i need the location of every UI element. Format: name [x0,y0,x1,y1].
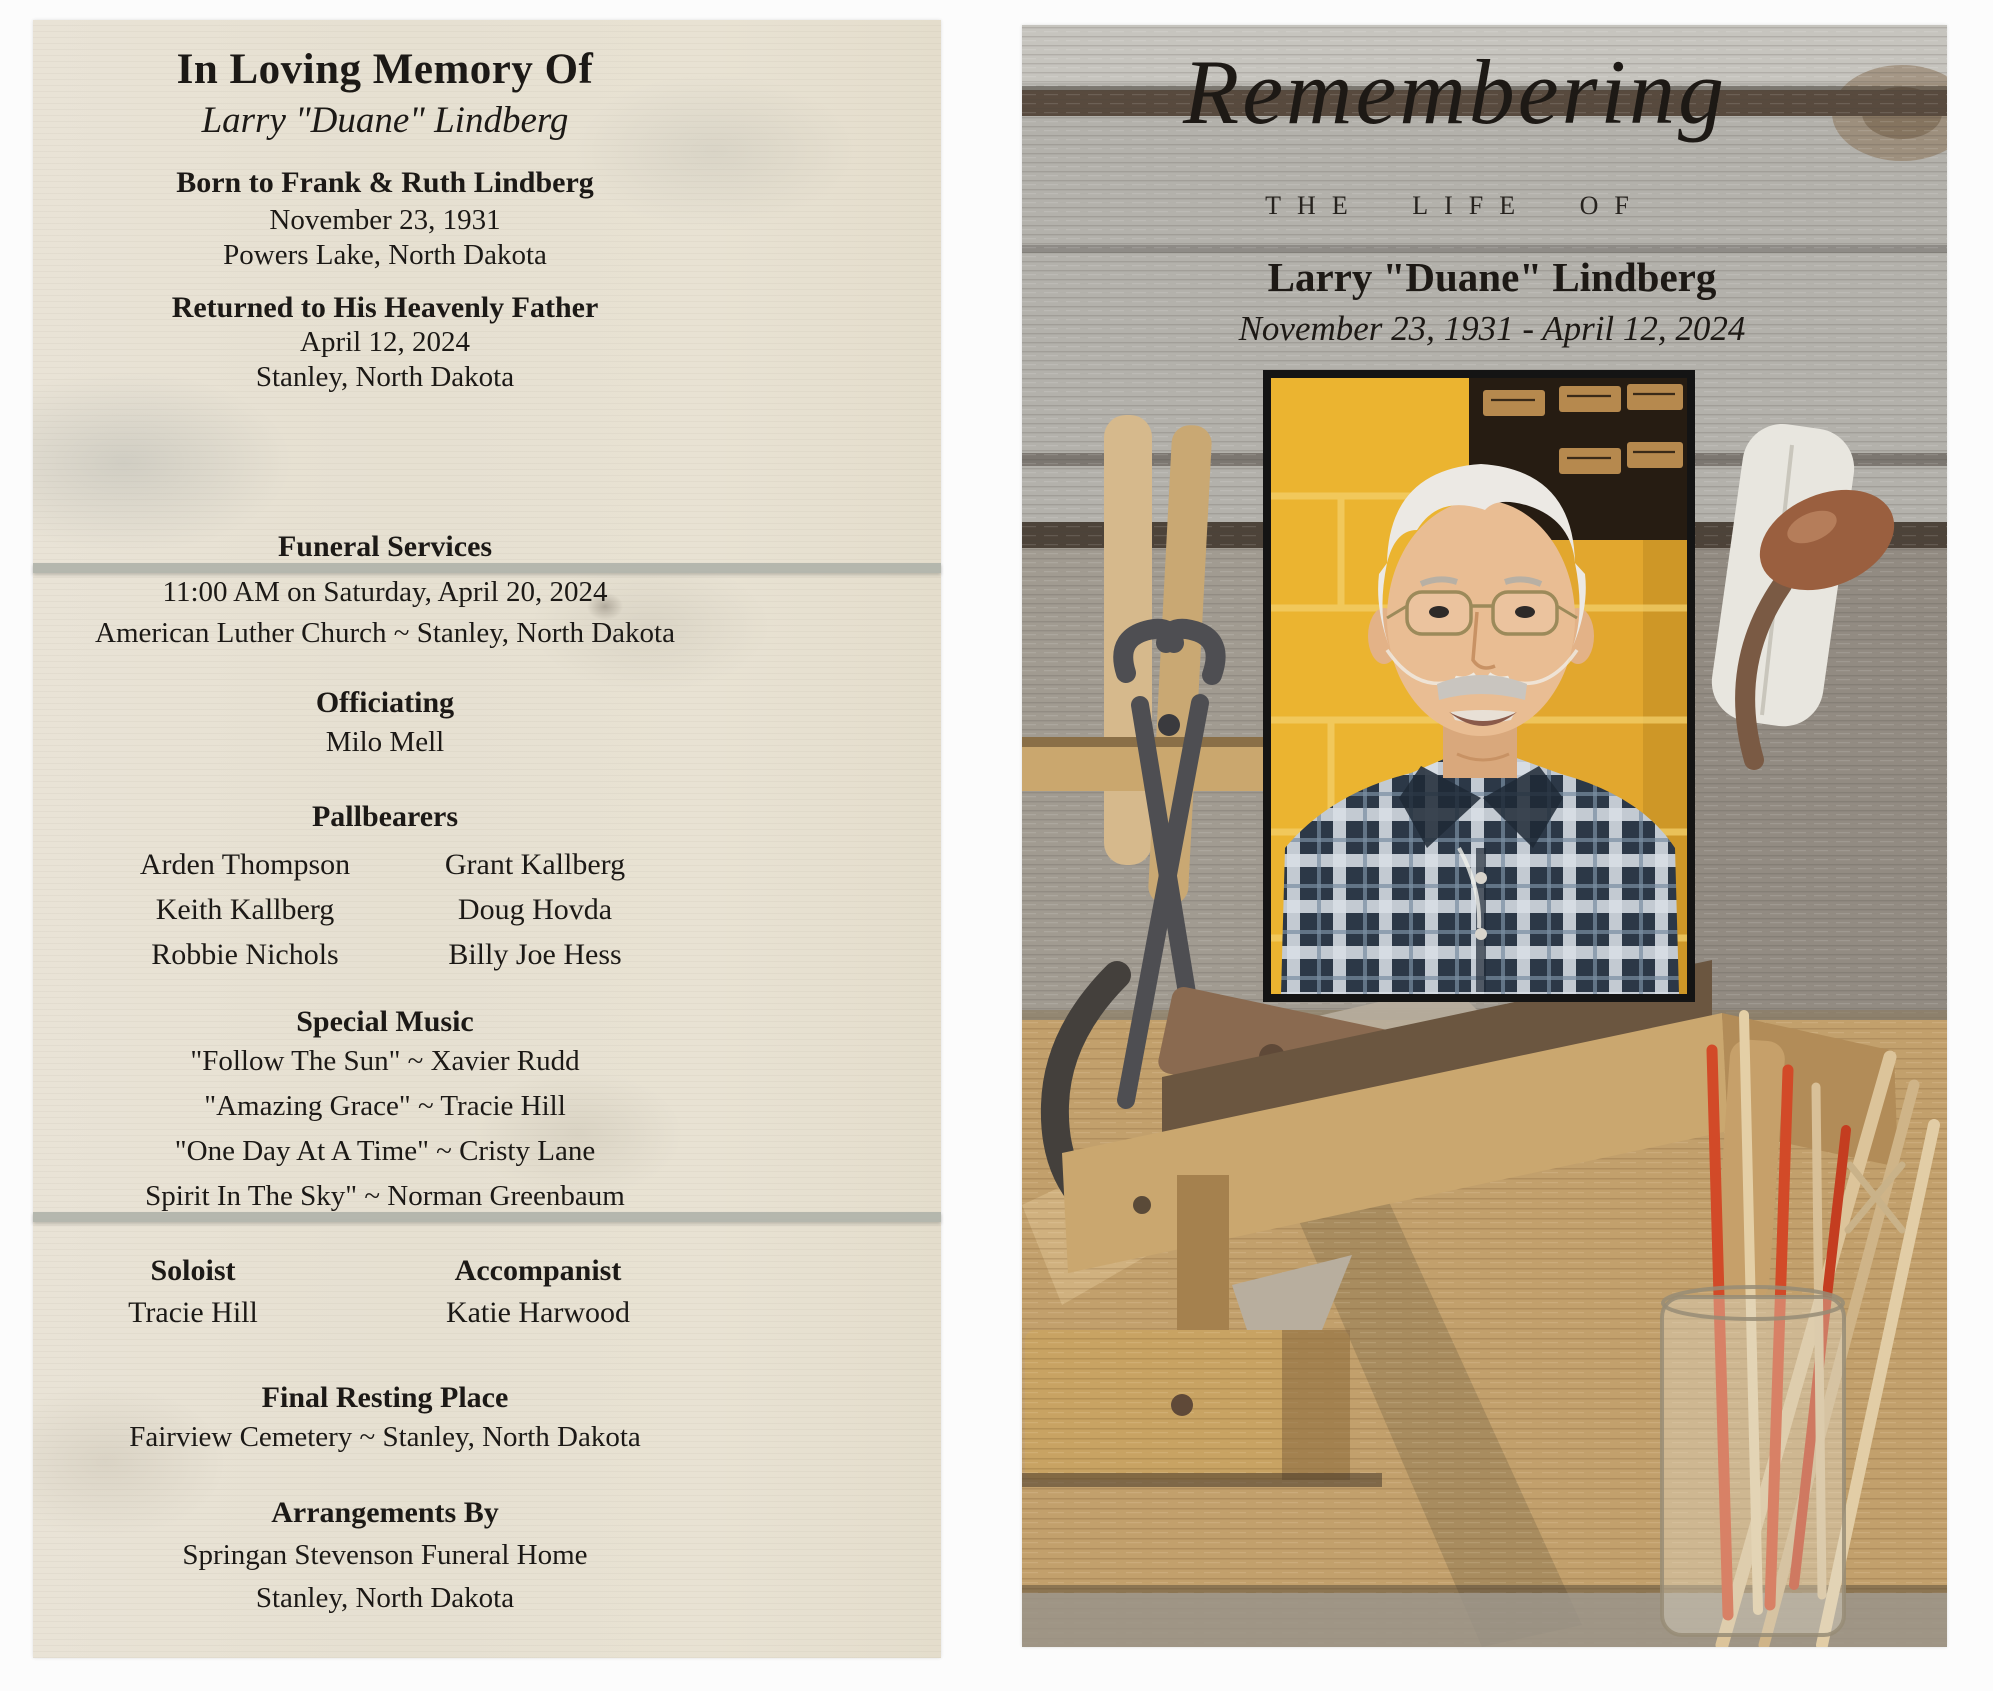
program-inside-page [33,20,941,1658]
officiating-name: Milo Mell [325,726,445,758]
deceased-name: Larry "Duane" Lindberg [201,100,569,141]
special-music-heading: Special Music [296,1005,474,1038]
portrait-photo [1263,370,1695,1002]
pallbearer-name: Billy Joe Hess [448,938,622,971]
born-date: November 23, 1931 [269,204,501,236]
soloist-heading: Soloist [150,1254,236,1287]
pallbearers-column-2 [375,842,695,977]
program-cover-page [1022,25,1947,1647]
wood-seam-line [33,563,941,573]
song-line: "Amazing Grace" ~ Tracie Hill [204,1090,566,1122]
pallbearer-name: Arden Thompson [139,848,351,881]
wood-seam-line [33,1212,941,1222]
officiating-heading: Officiating [315,686,455,719]
cover-subtitle: THE LIFE OF [1265,191,1645,220]
accompanist-heading: Accompanist [454,1254,622,1287]
arrangements-line2: Stanley, North Dakota [255,1582,515,1614]
soloist-name: Tracie Hill [128,1296,258,1329]
born-place: Powers Lake, North Dakota [223,239,547,271]
services-time: 11:00 AM on Saturday, April 20, 2024 [162,576,608,608]
pallbearer-name: Doug Hovda [457,893,613,926]
born-heading: Born to Frank & Ruth Lindberg [176,166,594,199]
song-line: Spirit In The Sky" ~ Norman Greenbaum [145,1180,625,1212]
pallbearer-name: Keith Kallberg [155,893,335,926]
cover-life-dates: November 23, 1931 - April 12, 2024 [1238,309,1746,348]
pallbearers-column-1 [85,842,405,977]
returned-date: April 12, 2024 [300,326,470,358]
pallbearer-name: Grant Kallberg [444,848,626,881]
portrait-drawing [1271,378,1687,994]
services-location: American Luther Church ~ Stanley, North Dakota [95,617,675,649]
resting-heading: Final Resting Place [261,1381,509,1414]
arrangements-heading: Arrangements By [271,1496,499,1529]
arrangements-line1: Springan Stevenson Funeral Home [182,1539,588,1571]
resting-location: Fairview Cemetery ~ Stanley, North Dakota [129,1421,641,1453]
cover-script-title: Remembering [1183,41,1727,143]
accompanist-name: Katie Harwood [445,1296,631,1329]
song-line: "One Day At A Time" ~ Cristy Lane [174,1135,596,1167]
returned-heading: Returned to His Heavenly Father [171,291,599,324]
pallbearers-heading: Pallbearers [311,800,459,833]
page-title: In Loving Memory Of [176,46,594,93]
cover-deceased-name: Larry "Duane" Lindberg [1267,254,1717,300]
song-line: "Follow The Sun" ~ Xavier Rudd [190,1045,580,1077]
services-heading: Funeral Services [277,530,493,563]
returned-place: Stanley, North Dakota [255,361,515,393]
pallbearer-name: Robbie Nichols [151,938,339,971]
